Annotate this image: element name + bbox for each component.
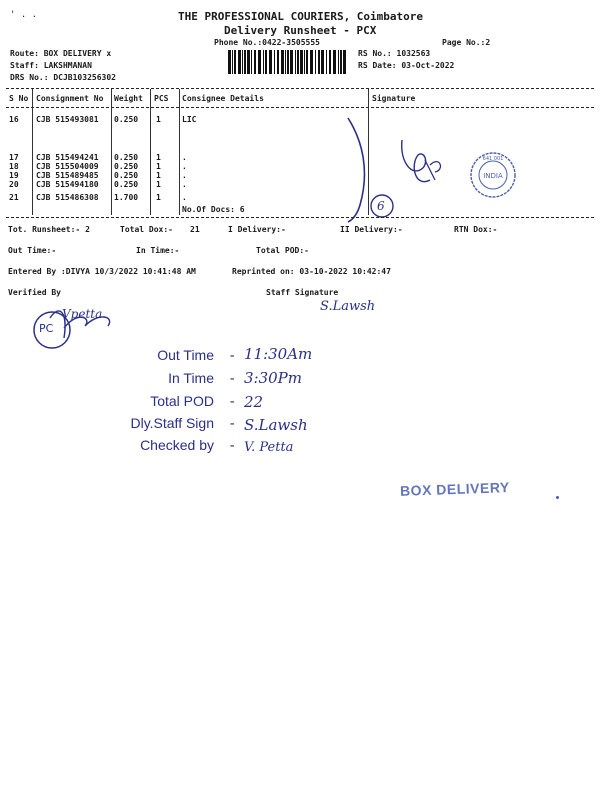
staff-signature-handwriting: S.Lawsh <box>320 299 376 314</box>
barcode-bar <box>290 50 293 74</box>
i-delivery: I Delivery:- <box>228 225 286 234</box>
route-label: Route: BOX DELIVERY x <box>10 49 112 58</box>
drs-number: DRS No.: DCJB103256302 <box>10 73 116 82</box>
table-row-sno: 17 <box>9 153 19 162</box>
round-seal-code: 641 001 <box>482 156 504 162</box>
signature-count-number: 6 <box>377 199 385 213</box>
barcode-bar <box>234 50 236 74</box>
handwritten-out-time: 11:30Am <box>244 345 313 363</box>
barcode-bar <box>251 50 252 74</box>
table-row-consignment: CJB 515489485 <box>36 171 99 180</box>
table-row-weight: 0.250 <box>114 180 139 189</box>
barcode-bar <box>329 50 331 74</box>
barcode-bar <box>340 50 342 74</box>
table-row-pcs: 1 <box>156 162 161 171</box>
table-top-rule <box>6 88 594 89</box>
page-title: Delivery Runsheet - PCX <box>224 24 377 37</box>
col-divider <box>32 89 33 215</box>
out-time: Out Time:- <box>8 246 57 255</box>
pc-stamp-initials: PC <box>39 322 54 335</box>
barcode-bar <box>315 50 316 74</box>
barcode-bar <box>247 50 250 74</box>
barcode-bar <box>269 50 272 74</box>
table-row-consignee: LIC <box>182 115 197 124</box>
round-seal-stamp <box>464 150 522 200</box>
barcode-bar <box>281 50 284 74</box>
table-row-weight: 0.250 <box>114 171 139 180</box>
barcode-bar <box>263 50 264 74</box>
barcode-bar <box>318 50 320 74</box>
barcode-bar <box>265 50 267 74</box>
barcode-bar <box>277 50 279 74</box>
staff-signature-label: Staff Signature <box>266 288 339 297</box>
stamp-dash: - <box>228 416 237 432</box>
stamp-label-staff-sign: Dly.Staff Sign <box>130 415 214 431</box>
col-divider <box>111 89 112 215</box>
table-row-consignment: CJB 515494241 <box>36 153 99 162</box>
barcode-bar <box>295 50 296 74</box>
total-dox-label: Total Dox:- <box>120 225 173 234</box>
table-header-rule <box>6 107 594 108</box>
total-pod: Total POD:- <box>256 246 309 255</box>
col-header-consignee: Consignee Details <box>182 94 264 103</box>
col-header-sno: S No <box>9 94 29 103</box>
handwritten-checked-by: V. Petta <box>244 440 294 455</box>
table-row-weight: 0.250 <box>114 115 139 124</box>
table-row-consignee: . <box>182 171 187 180</box>
table-row-pcs: 1 <box>156 115 161 124</box>
col-divider <box>150 89 151 215</box>
table-row-consignee: . <box>182 153 187 162</box>
page-number: Page No.:2 <box>442 38 491 47</box>
barcode-bar <box>306 50 308 74</box>
rs-number: RS No.: 1032563 <box>358 49 431 58</box>
barcode-bar <box>310 50 313 74</box>
company-name: THE PROFESSIONAL COURIERS, Coimbatore <box>178 10 424 23</box>
barcode-bar <box>258 50 261 74</box>
barcode-bar <box>228 50 231 74</box>
table-row-consignment: CJB 515486308 <box>36 193 99 202</box>
header-dots: ' . . <box>10 10 38 20</box>
barcode-bar <box>285 50 286 74</box>
table-row-consignment: CJB 515504009 <box>36 162 99 171</box>
table-row-weight: 0.250 <box>114 153 139 162</box>
no-of-docs: No.Of Docs: 6 <box>182 205 245 214</box>
phone-number: Phone No.:0422-3505555 <box>214 38 320 47</box>
barcode-bar <box>287 50 289 74</box>
verifier-signature: Vpetta <box>62 307 103 321</box>
stamp-label-out-time: Out Time <box>157 347 214 363</box>
barcode-bar <box>338 50 339 74</box>
barcode-bar <box>244 50 246 74</box>
total-runsheet: Tot. Runsheet:- 2 <box>8 225 90 234</box>
stamp-dash: - <box>228 348 237 364</box>
reprinted-on: Reprinted on: 03-10-2022 10:42:47 <box>232 267 391 276</box>
table-row-pcs: 1 <box>156 180 161 189</box>
box-delivery-stamp: BOX DELIVERY <box>399 479 510 499</box>
handwritten-total-pod: 22 <box>244 393 264 411</box>
handwritten-in-time: 3:30Pm <box>244 369 303 387</box>
barcode-bar <box>254 50 256 74</box>
barcode-bar <box>232 50 233 74</box>
col-header-weight: Weight <box>114 94 143 103</box>
table-row-consignment: CJB 515494180 <box>36 180 99 189</box>
col-header-pcs: PCS <box>154 94 169 103</box>
table-row-weight: 1.700 <box>114 193 139 202</box>
stamp-dash: - <box>228 438 237 454</box>
table-row-sno: 19 <box>9 171 19 180</box>
total-dox-value: 21 <box>190 225 200 234</box>
barcode-bar <box>242 50 243 74</box>
stamp-label-total-pod: Total POD <box>150 393 214 409</box>
col-header-signature: Signature <box>372 94 416 103</box>
table-row-sno: 18 <box>9 162 19 171</box>
barcode-bar <box>304 50 305 74</box>
barcode-bar <box>300 50 303 74</box>
table-row-sno: 20 <box>9 180 19 189</box>
barcode-bar <box>297 50 299 74</box>
rtn-dox: RTN Dox:- <box>454 225 498 234</box>
handwritten-staff-sign: S.Lawsh <box>244 416 308 434</box>
round-seal-text: INDIA <box>483 172 503 180</box>
table-row-consignee: . <box>182 162 187 171</box>
table-row-pcs: 1 <box>156 171 161 180</box>
stamp-dash: - <box>228 394 237 410</box>
barcode-bar <box>321 50 324 74</box>
stamp-label-checked-by: Checked by <box>140 437 214 453</box>
table-row-sno: 16 <box>9 115 19 124</box>
barcode-bar <box>238 50 241 74</box>
table-row-pcs: 1 <box>156 193 161 202</box>
in-time: In Time:- <box>136 246 180 255</box>
table-bottom-rule <box>6 217 594 218</box>
table-row-weight: 0.250 <box>114 162 139 171</box>
staff-label: Staff: LAKSHMANAN <box>10 61 92 70</box>
table-row-consignment: CJB 515493081 <box>36 115 99 124</box>
stamp-label-in-time: In Time <box>168 370 214 386</box>
table-row-consignee: . <box>182 180 187 189</box>
col-header-consignment: Consignment No <box>36 94 104 103</box>
table-row-consignee: . <box>182 193 187 202</box>
barcode <box>228 50 348 74</box>
entered-by: Entered By :DIVYA 10/3/2022 10:41:48 AM <box>8 267 196 276</box>
table-row-sno: 21 <box>9 193 19 202</box>
col-divider <box>179 89 180 215</box>
stamp-speck <box>556 496 559 499</box>
rs-date: RS Date: 03-Oct-2022 <box>358 61 455 70</box>
table-row-pcs: 1 <box>156 153 161 162</box>
ii-delivery: II Delivery:- <box>340 225 403 234</box>
stamp-dash: - <box>228 371 237 387</box>
barcode-bar <box>326 50 327 74</box>
barcode-bar <box>274 50 275 74</box>
barcode-bar <box>333 50 336 74</box>
barcode-bar <box>343 50 346 74</box>
verified-by: Verified By <box>8 288 61 297</box>
